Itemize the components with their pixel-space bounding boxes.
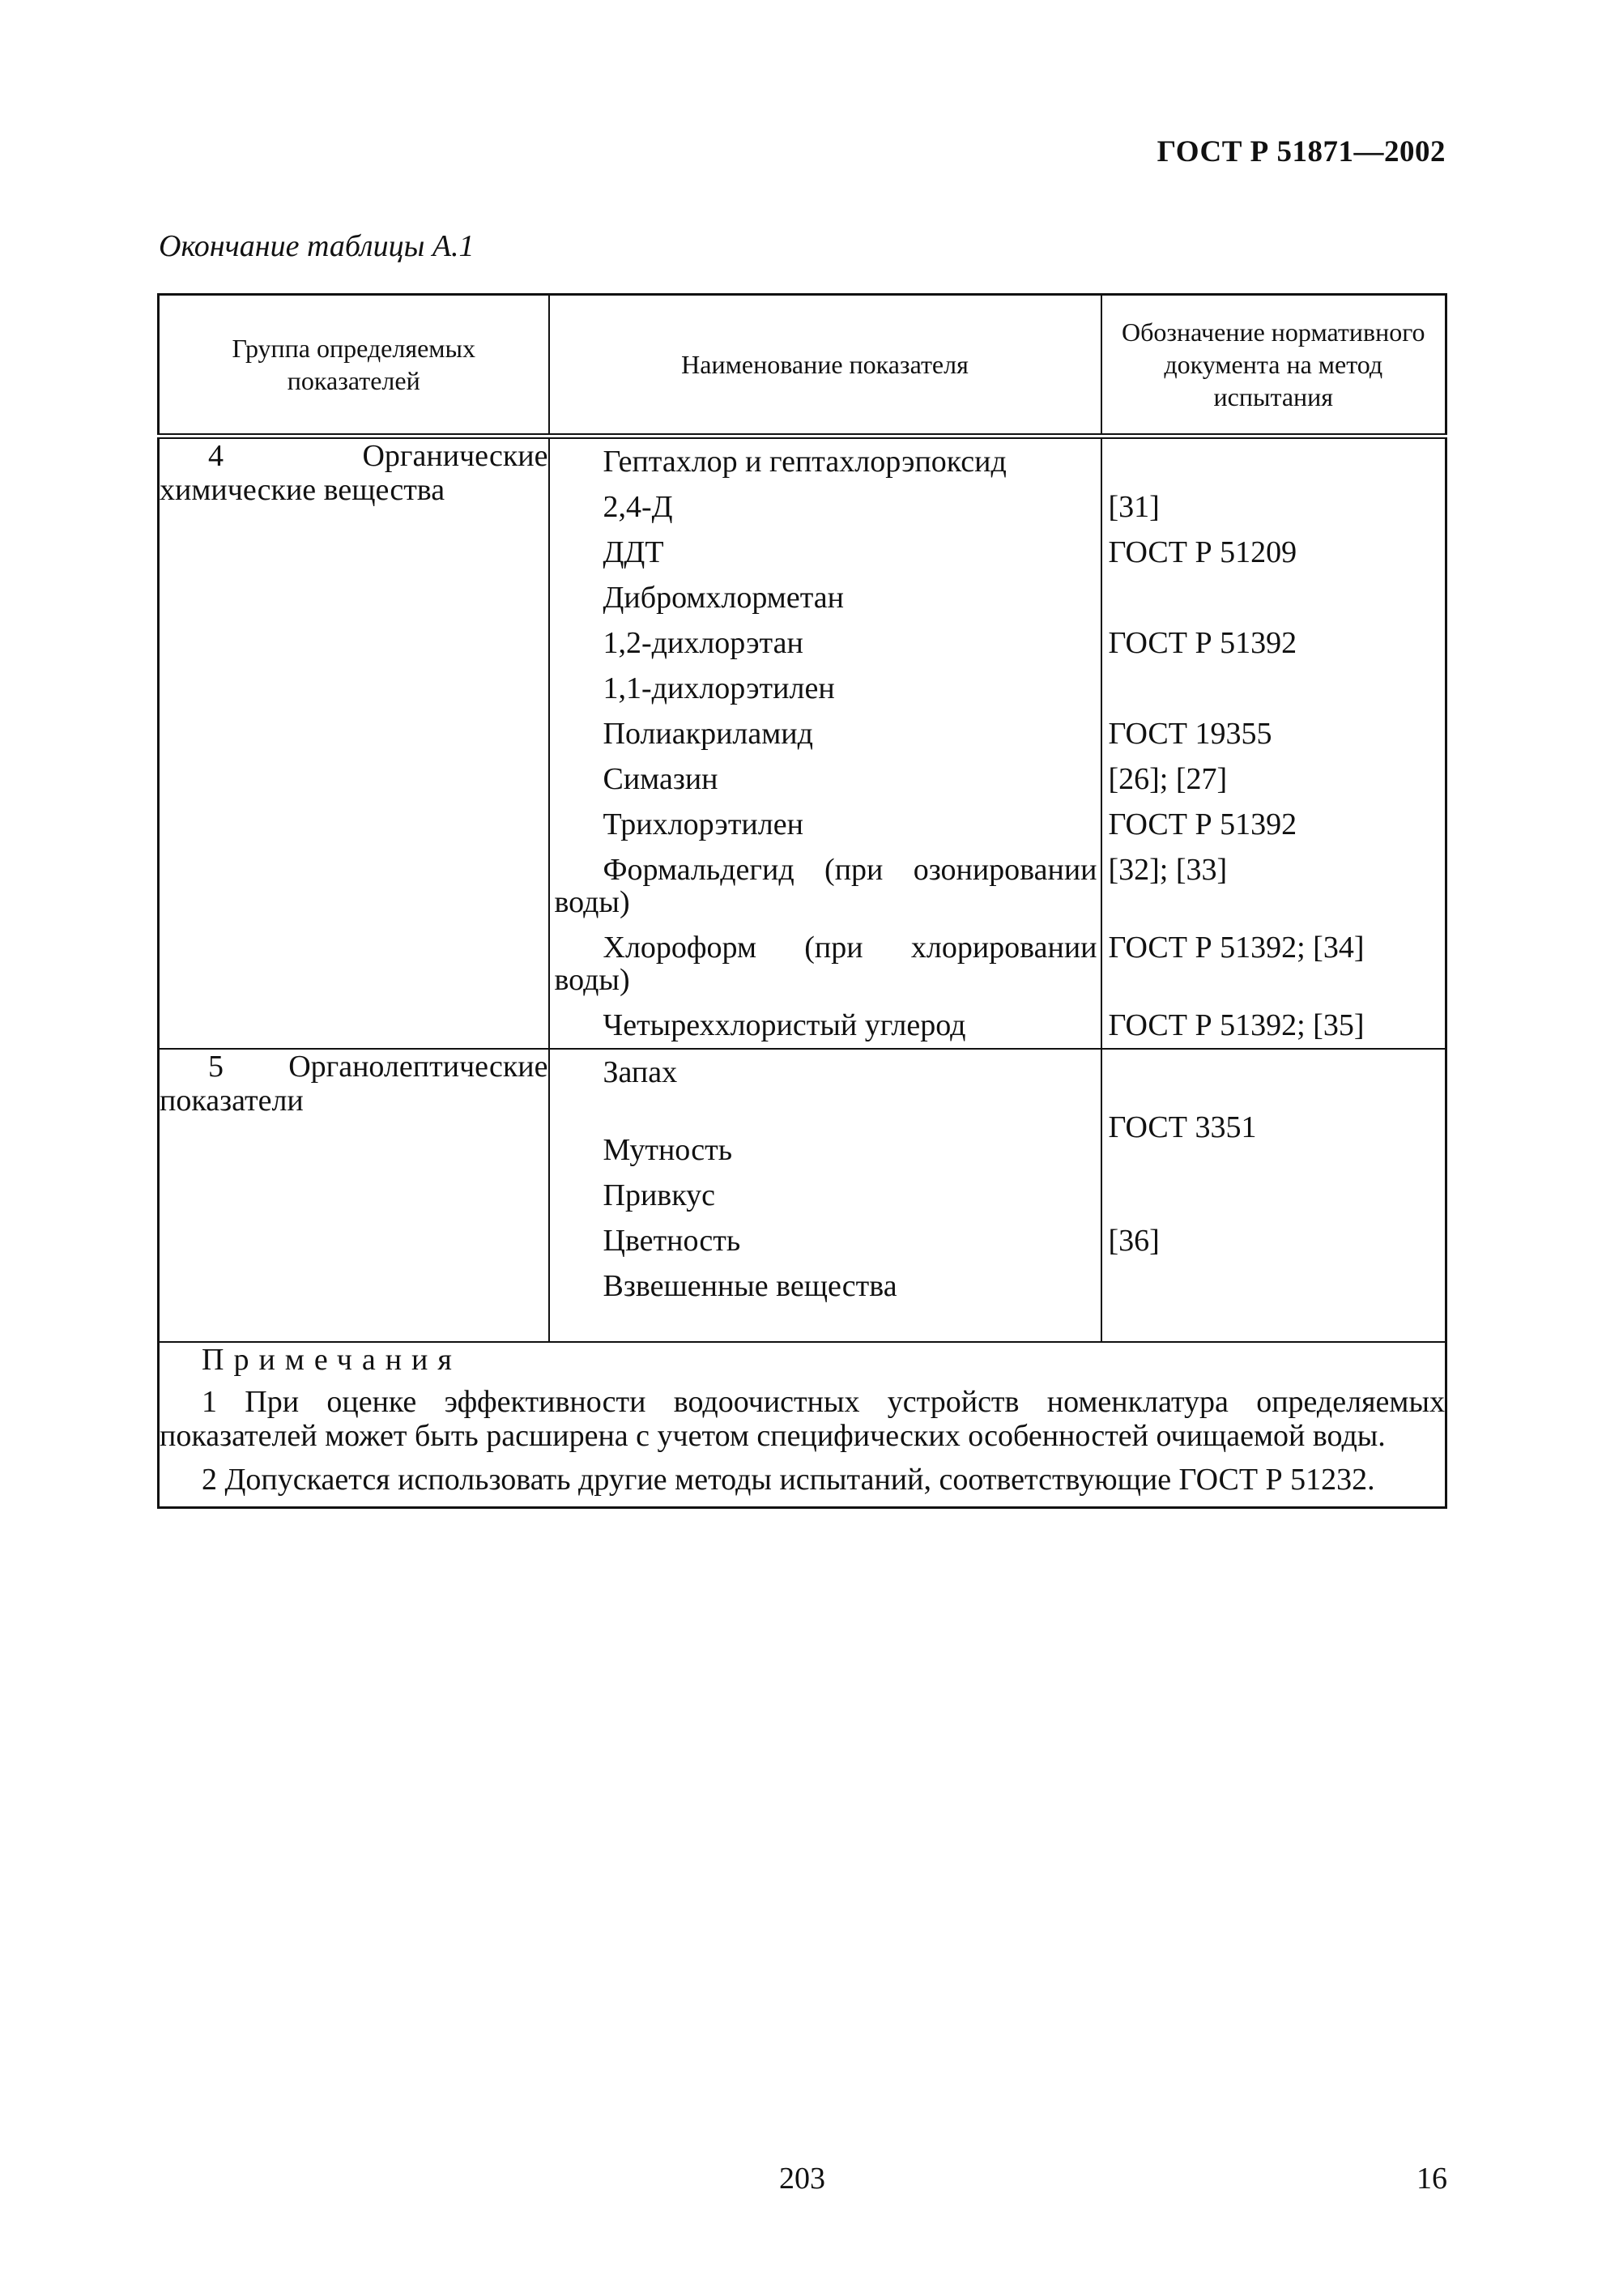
indicator-names-cell [549, 1049, 1101, 1342]
group-name: 4 Органические химические вещества [160, 439, 548, 507]
section-organic-chemicals [159, 437, 1446, 1050]
indicator-name: Трихлорэтилен [603, 807, 803, 841]
indicator-name: Запах [603, 1055, 678, 1089]
indicator-name: Хлороформ (при хлорировании воды) [554, 931, 1097, 997]
method-ref: [36] [1108, 1224, 1160, 1258]
column-header-indicator: Наименование показателя [549, 295, 1101, 437]
method-ref: ГОСТ Р 51392 [1108, 807, 1297, 841]
note-item: 2 Допускается использовать другие методы испытаний, соответствующие ГОСТ Р 51232. [202, 1463, 1375, 1497]
indicator-name: 1,1-дихлорэтилен [603, 671, 835, 705]
method-ref [1102, 666, 1446, 711]
method-ref: ГОСТ Р 51209 [1108, 535, 1297, 569]
group-name: 5 Органолептические показатели [160, 1050, 548, 1118]
notes-row [159, 1342, 1446, 1508]
indicator-name: Взвешенные вещества [603, 1269, 897, 1303]
indicator-name: Дибромхлорметан [603, 581, 844, 615]
notes-cell [159, 1342, 1446, 1508]
method-ref: [31] [1108, 490, 1160, 524]
notes-title: Примечания [202, 1343, 462, 1377]
indicator-name: 2,4-Д [603, 490, 673, 524]
indicator-name: Мутность [603, 1133, 733, 1167]
column-header-group: Группа определяемых показателей [159, 295, 549, 437]
group-cell [159, 437, 549, 1050]
method-ref: [26]; [27] [1108, 762, 1228, 796]
indicator-name: Полиакриламид [603, 717, 813, 751]
indicator-name: ДДТ [603, 535, 664, 569]
method-ref [1102, 439, 1446, 484]
column-header-method-document: Обозначение нормативного документа на метод испытания [1101, 295, 1446, 437]
group-cell [159, 1049, 549, 1342]
table-header-row [159, 295, 1446, 437]
method-ref: [32]; [33] [1108, 853, 1228, 887]
method-ref: ГОСТ Р 51392; [35] [1108, 1008, 1365, 1042]
method-refs-cell [1101, 1049, 1446, 1342]
indicator-name: Гептахлор и гептахлорэпоксид [603, 445, 1007, 479]
method-ref [1102, 575, 1446, 620]
indicator-name: Привкус [603, 1178, 716, 1212]
indicators-table [157, 293, 1447, 1509]
indicator-name: Симазин [603, 762, 718, 796]
table-caption: Окончание таблицы А.1 [159, 229, 475, 263]
section-organoleptic [159, 1049, 1446, 1342]
method-ref: ГОСТ Р 51392; [34] [1108, 931, 1365, 965]
method-refs-cell [1101, 437, 1446, 1050]
sheet-number: 16 [1416, 2162, 1447, 2196]
page-number: 203 [779, 2162, 825, 2196]
indicator-names-cell [549, 437, 1101, 1050]
indicator-name: Цветность [603, 1224, 741, 1258]
method-ref: ГОСТ 3351 [1108, 1110, 1257, 1144]
indicator-name: 1,2-дихлорэтан [603, 626, 803, 660]
standard-designation: ГОСТ Р 51871—2002 [1157, 135, 1446, 168]
method-ref: ГОСТ 19355 [1108, 717, 1272, 751]
indicator-name: Четыреххлористый углерод [603, 1008, 966, 1042]
method-ref: ГОСТ Р 51392 [1108, 626, 1297, 660]
note-item: 1 При оценке эффективности водоочистных устройств номенклатура определяемых показателей может быть расширена с учетом специфических особенностей очищаемой воды. [160, 1385, 1445, 1453]
indicator-name: Формальдегид (при озонировании воды) [554, 853, 1097, 919]
method-ref-empty [1102, 1150, 1446, 1218]
